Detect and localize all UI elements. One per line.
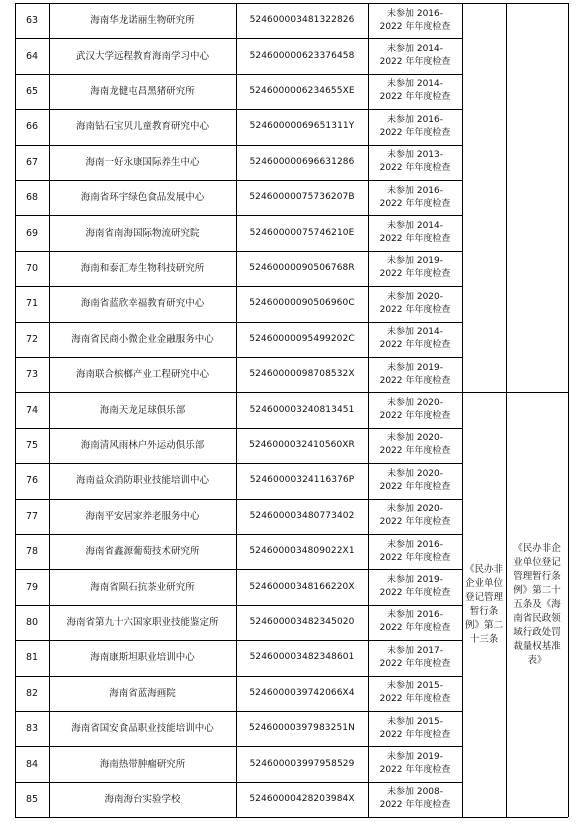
credit-code: 52460000428203984X [249, 793, 355, 804]
table-row [15, 38, 568, 73]
inspection-status: 未参加 2014- 2022 年年度检查 [379, 44, 451, 68]
row-number: 83 [25, 723, 39, 735]
row-divider [15, 145, 462, 146]
inspection-status: 未参加 2016- 2022 年年度检查 [379, 114, 451, 138]
row-divider [15, 109, 462, 110]
inspection-status: 未参加 2014- 2022 年年度检查 [379, 79, 451, 103]
table-row [15, 109, 568, 144]
inspection-status: 未参加 2017- 2022 年年度检查 [379, 645, 451, 669]
inspection-status: 未参加 2013- 2022 年年度检查 [379, 150, 451, 174]
credit-code: 52460000090506960C [249, 298, 355, 309]
table-row [15, 180, 568, 215]
row-number: 80 [25, 616, 39, 628]
credit-code: 524600003482345020 [249, 616, 355, 627]
credit-code: 524600000623376458 [249, 50, 355, 61]
row-number: 71 [25, 298, 39, 310]
credit-code: 52460000397420​66X4 [249, 687, 355, 698]
inspection-status: 未参加 2019- 2022 年年度检查 [379, 752, 451, 776]
row-divider [15, 428, 462, 429]
row-number: 78 [25, 546, 39, 558]
org-name: 海南省鑫源葡萄技术研究所 [85, 546, 200, 558]
org-name: 海南省陨石抗茶业研究所 [90, 581, 195, 593]
org-name: 海南省第九十六国家职业技能鉴定所 [66, 616, 219, 628]
row-divider [15, 463, 462, 464]
row-number: 76 [25, 475, 39, 487]
row-divider [15, 3, 568, 4]
org-name: 海南联合槟榔产业工程研究中心 [75, 369, 209, 381]
inspection-status: 未参加 2008- 2022 年年度检查 [379, 787, 451, 811]
row-divider [15, 817, 568, 818]
inspection-status: 未参加 2016- 2022 年年度检查 [379, 610, 451, 634]
org-name: 海南一好永康国际养生中心 [85, 156, 200, 168]
org-name: 海南龙健屯昌黑猪研究所 [90, 85, 195, 97]
credit-code: 524600003480773402 [249, 510, 355, 521]
column-divider [15, 3, 16, 817]
org-name: 海南省国安食品职业技能培训中心 [71, 723, 214, 735]
table-row [15, 357, 568, 392]
inspection-table [15, 3, 568, 817]
row-divider [15, 534, 462, 535]
row-divider [15, 215, 462, 216]
row-number: 82 [25, 687, 39, 699]
legal-basis-cell: 《民办非 企业单位 登记管理 暂行条 例》第二 十三条 [464, 563, 503, 645]
penalty-basis-cell: 《民办非企 业单位登记 管理暂行条 例》第二十 五条及《海 南省民政领 域行政处罚 裁量权基准 表》 [513, 542, 561, 666]
row-divider [15, 74, 462, 75]
row-number: 65 [25, 85, 39, 97]
org-name: 海南清风雨林户外运动俱乐部 [80, 439, 205, 451]
org-name: 海南省蓝欣幸福教育研究中心 [80, 298, 205, 310]
credit-code: 524600003482348601 [249, 652, 355, 663]
inspection-status: 未参加 2016- 2022 年年度检查 [379, 185, 451, 209]
row-number: 68 [25, 192, 39, 204]
table-row [15, 251, 568, 286]
row-number: 73 [25, 369, 39, 381]
row-number: 81 [25, 652, 39, 664]
org-name: 海南省环宇绿色食品发展中心 [80, 192, 205, 204]
credit-code: 52460000062346​55XE [249, 85, 355, 96]
row-divider [15, 782, 462, 783]
org-name: 海南省蓝海画院 [109, 687, 176, 699]
credit-code: 52460000069651311Y [249, 121, 355, 132]
credit-code: 52460000324105​60XR [249, 439, 355, 450]
row-divider [15, 640, 462, 641]
row-number: 75 [25, 439, 39, 451]
row-number: 70 [25, 262, 39, 274]
row-divider [15, 180, 462, 181]
org-name: 海南华龙诺丽生物研究所 [90, 15, 195, 27]
column-divider [49, 3, 50, 817]
row-divider [15, 569, 462, 570]
inspection-status: 未参加 2014- 2022 年年度检查 [379, 327, 451, 351]
org-name: 海南益众消防职业技能培训中心 [75, 475, 209, 487]
column-divider [568, 3, 569, 817]
inspection-status: 未参加 2015- 2022 年年度检查 [379, 681, 451, 705]
row-number: 64 [25, 50, 39, 62]
row-number: 63 [25, 15, 39, 27]
inspection-status: 未参加 2020- 2022 年年度检查 [379, 291, 451, 315]
row-number: 74 [25, 404, 39, 416]
row-divider [15, 38, 462, 39]
org-name: 海南省民商小微企业金融服务中心 [71, 333, 214, 345]
table-row [15, 286, 568, 321]
inspection-status: 未参加 2019- 2022 年年度检查 [379, 256, 451, 280]
org-name: 海南和泰汇寿生物科技研究所 [80, 262, 205, 274]
inspection-status: 未参加 2016- 2022 年年度检查 [379, 8, 451, 32]
org-name: 海南天龙足球俱乐部 [99, 404, 186, 416]
table-row [15, 3, 568, 38]
credit-code: 524600000696631286 [249, 156, 355, 167]
row-divider [15, 357, 462, 358]
row-divider [15, 605, 462, 606]
credit-code: 52460000348132282​6 [249, 15, 355, 26]
row-number: 69 [25, 227, 39, 239]
row-number: 67 [25, 156, 39, 168]
inspection-status: 未参加 2020- 2022 年年度检查 [379, 468, 451, 492]
org-name: 海南钻石宝贝儿童教育研究中心 [75, 121, 209, 133]
org-name: 海南海台实验学校 [104, 793, 181, 805]
row-divider [15, 746, 462, 747]
column-divider [368, 3, 369, 817]
inspection-status: 未参加 2020- 2022 年年度检查 [379, 433, 451, 457]
credit-code: 52460000075746210E [249, 227, 355, 238]
row-divider [15, 499, 462, 500]
row-divider [15, 251, 462, 252]
inspection-status: 未参加 2014- 2022 年年度检查 [379, 221, 451, 245]
credit-code: 52460000348166220X [249, 581, 355, 592]
row-number: 84 [25, 758, 39, 770]
org-name: 武汉大学远程教育海南学习中心 [75, 50, 209, 62]
credit-code: 52460000098708532X [249, 369, 355, 380]
credit-code: 52460000348090​22X1 [249, 546, 355, 557]
row-number: 72 [25, 333, 39, 345]
credit-code: 524600003240813451 [249, 404, 355, 415]
table-row [15, 322, 568, 357]
row-divider [15, 676, 462, 677]
inspection-status: 未参加 2020- 2022 年年度检查 [379, 398, 451, 422]
credit-code: 52460000324116376P [249, 475, 355, 486]
inspection-status: 未参加 2019- 2022 年年度检查 [379, 362, 451, 386]
org-name: 海南康斯坦职业培训中心 [90, 652, 195, 664]
row-number: 66 [25, 121, 39, 133]
credit-code: 52460000075736207B [249, 192, 355, 203]
row-number: 85 [25, 793, 39, 805]
table-row [15, 74, 568, 109]
inspection-status: 未参加 2015- 2022 年年度检查 [379, 716, 451, 740]
row-divider [15, 286, 462, 287]
inspection-status: 未参加 2016- 2022 年年度检查 [379, 539, 451, 563]
row-number: 79 [25, 581, 39, 593]
org-name: 海南省南海国际物流研究院 [85, 227, 200, 239]
row-divider [15, 322, 462, 323]
table-row [15, 215, 568, 250]
inspection-status: 未参加 2020- 2022 年年度检查 [379, 504, 451, 528]
inspection-status: 未参加 2019- 2022 年年度检查 [379, 575, 451, 599]
row-number: 77 [25, 510, 39, 522]
org-name: 海南热带肿瘤研究所 [99, 758, 186, 770]
column-divider [236, 3, 237, 817]
credit-code: 52460000090506768R [249, 262, 355, 273]
table-row [15, 145, 568, 180]
credit-code: 52460000095499202C [249, 333, 355, 344]
row-divider [15, 711, 462, 712]
credit-code: 524600003997958529 [249, 758, 355, 769]
credit-code: 52460000397983251N [249, 723, 355, 734]
org-name: 海南平安居家养老服务中心 [85, 510, 200, 522]
